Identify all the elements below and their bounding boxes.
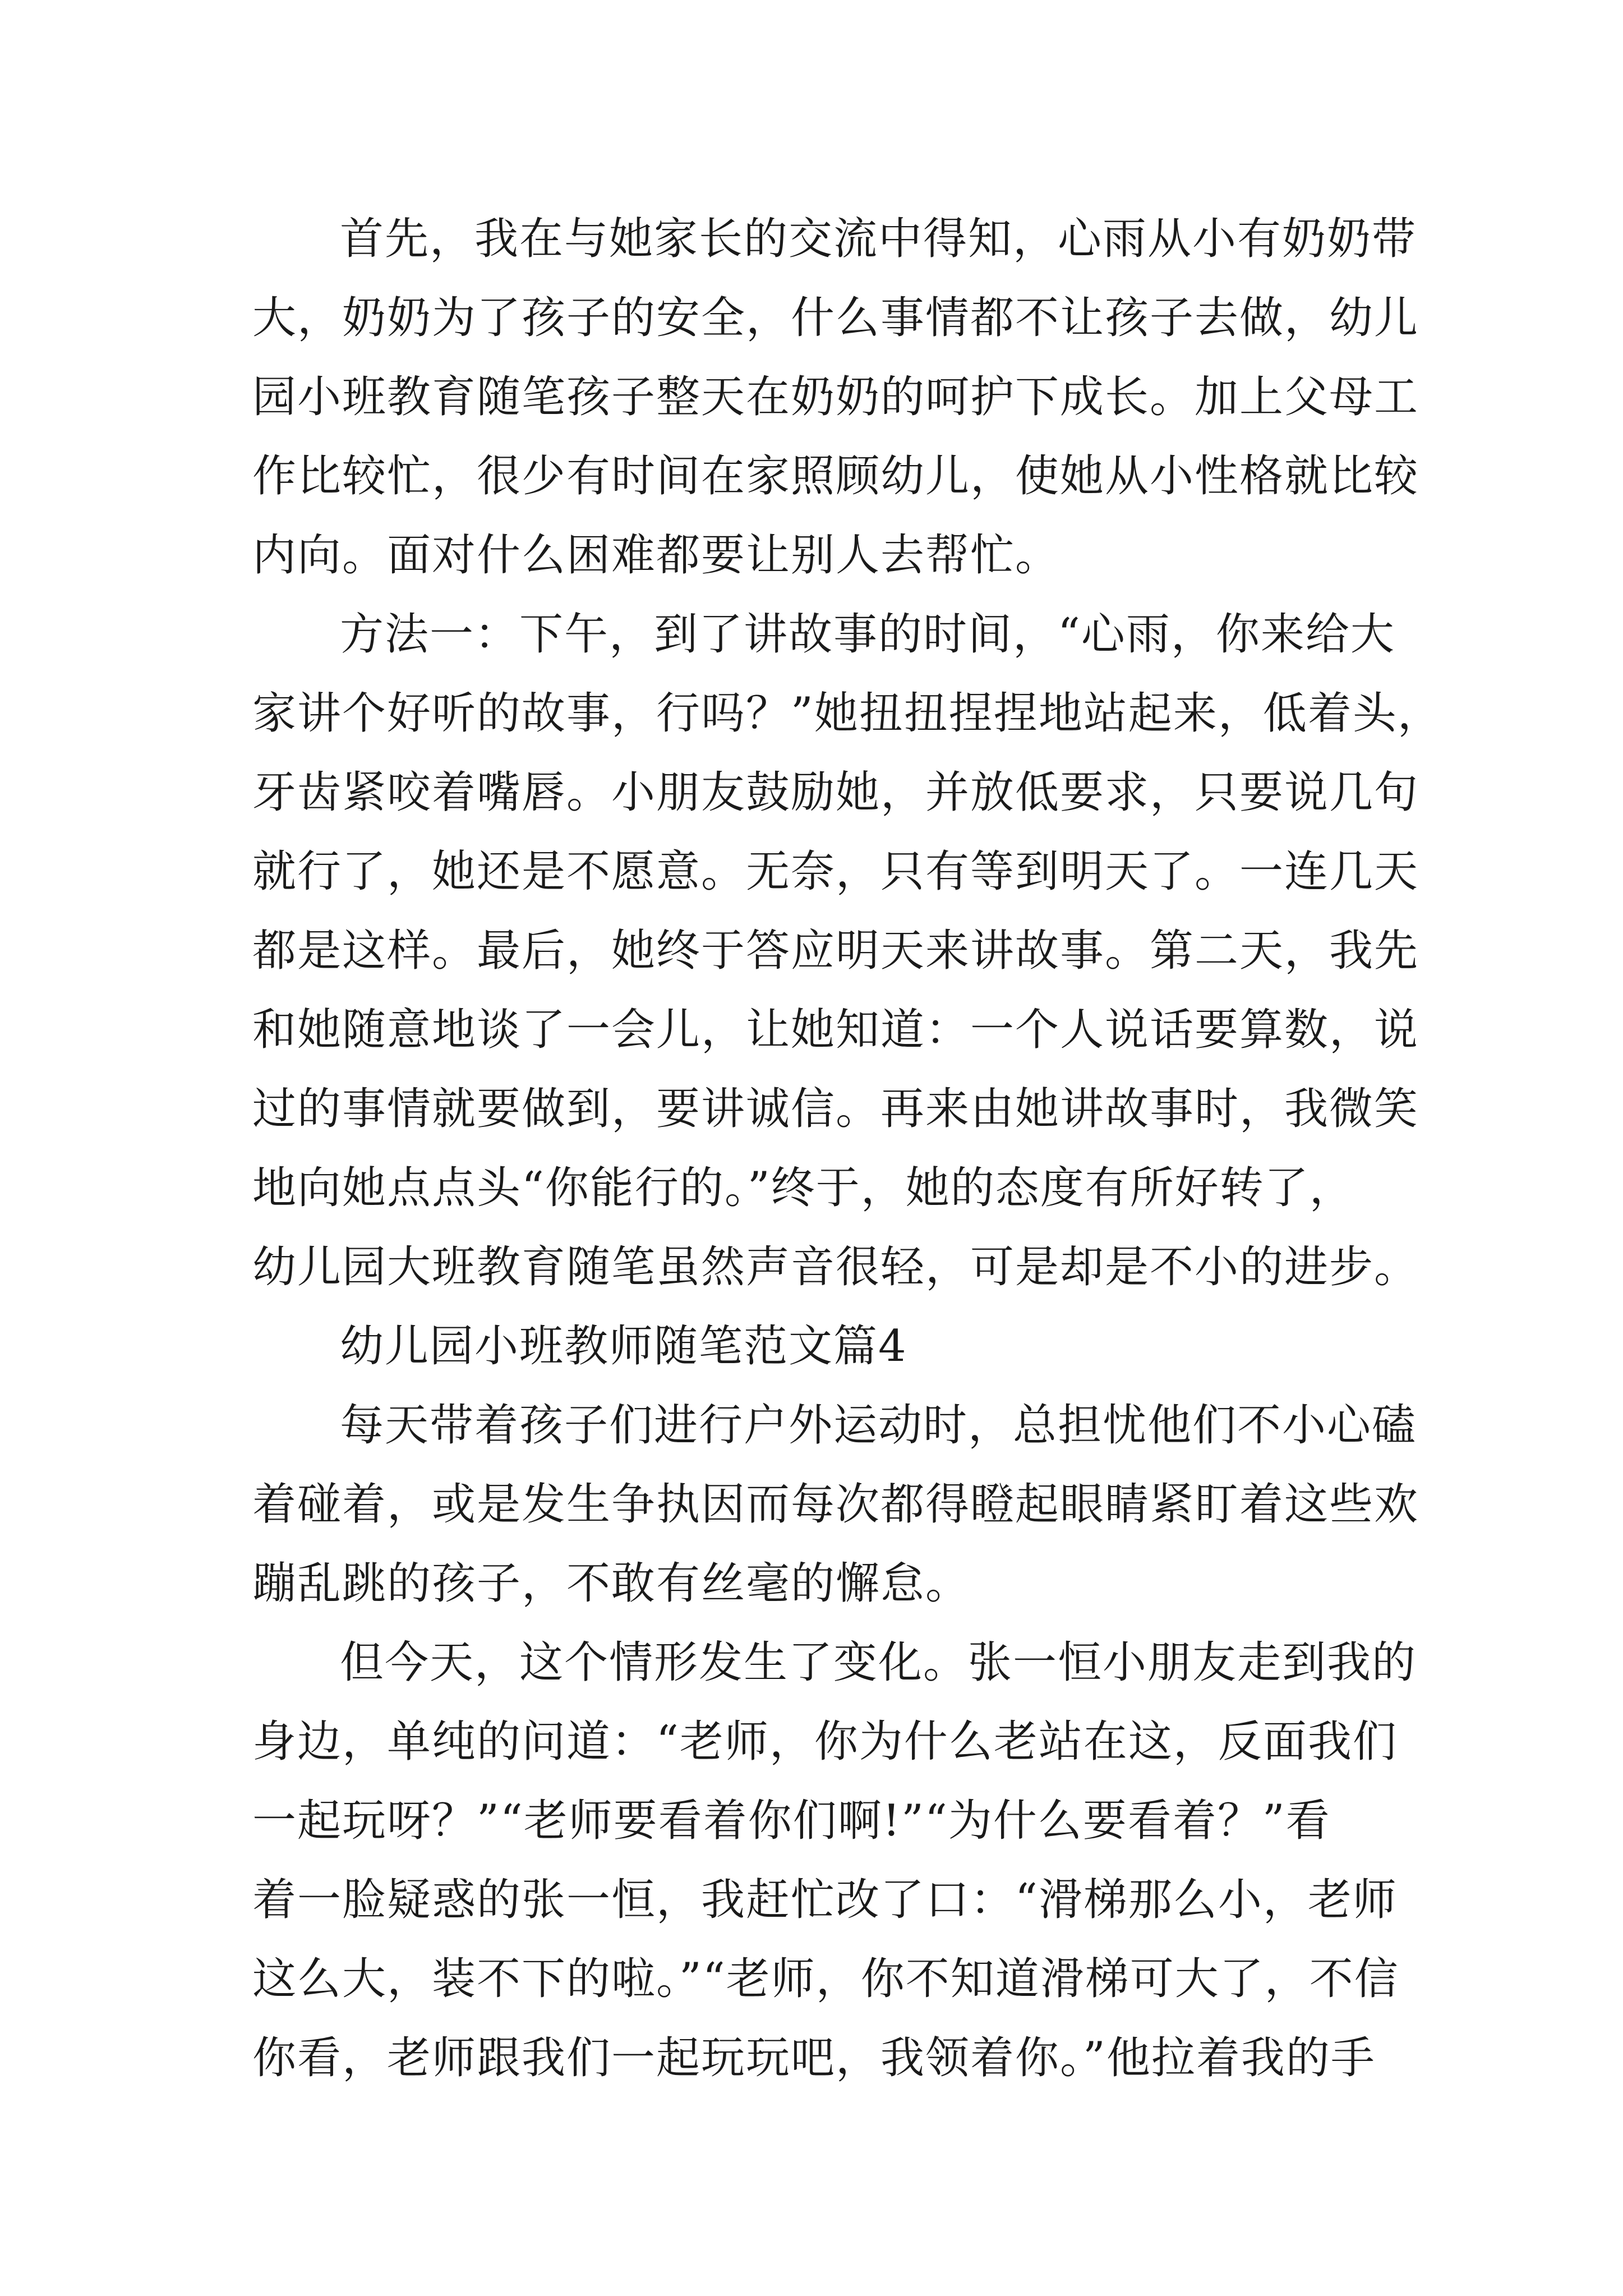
text-line: 蹦乱跳的孩子，不敢有丝毫的懈怠。 — [252, 1558, 971, 1609]
text-line: 和她随意地谈了一会儿，让她知道：一个人说话要算数，说 — [252, 1005, 1419, 1055]
text-line: 牙齿紧咬着嘴唇。小朋友鼓励她，并放低要求，只要说几句 — [252, 767, 1419, 818]
text-line: 大，奶奶为了孩子的安全，什么事情都不让孩子去做，幼儿 — [252, 293, 1419, 343]
text-line: 过的事情就要做到，要讲诚信。再来由她讲故事时，我微笑 — [252, 1084, 1419, 1134]
text-line: 幼儿园大班教育随笔虽然声音很轻，可是却是不小的进步。 — [252, 1242, 1419, 1292]
text-line: 都是这样。最后，她终于答应明天来讲故事。第二天，我先 — [252, 926, 1419, 976]
text-line: 幼儿园小班教师随笔范文篇4 — [340, 1321, 907, 1372]
text-line: 这么大，装不下的啦。”“老师，你不知道滑梯可大了，不信 — [252, 1954, 1399, 2004]
text-line: 首先，我在与她家长的交流中得知，心雨从小有奶奶带 — [340, 214, 1417, 264]
text-line: 一起玩呀？”“老师要看着你们啊!”“为什么要看着？”看 — [252, 1796, 1331, 1846]
text-line: 地向她点点头“你能行的。”终于，她的态度有所好转了， — [252, 1163, 1354, 1213]
text-line: 园小班教育随笔孩子整天在奶奶的呵护下成长。加上父母工 — [252, 372, 1419, 422]
text-line: 但今天，这个情形发生了变化。张一恒小朋友走到我的 — [340, 1637, 1417, 1688]
document-body — [252, 200, 1442, 2098]
text-line: 身边，单纯的问道：“老师，你为什么老站在这，反面我们 — [252, 1717, 1398, 1767]
text-line: 你看，老师跟我们一起玩玩吧，我领着你。”他拉着我的手 — [252, 2033, 1376, 2083]
text-line: 着碰着，或是发生争执因而每次都得瞪起眼睛紧盯着这些欢 — [252, 1479, 1419, 1530]
text-line: 内向。面对什么困难都要让别人去帮忙。 — [252, 530, 1061, 581]
text-line: 着一脸疑惑的张一恒，我赶忙改了口：“滑梯那么小，老师 — [252, 1875, 1398, 1925]
text-line: 就行了，她还是不愿意。无奈，只有等到明天了。一连几天 — [252, 846, 1419, 897]
text-line: 每天带着孩子们进行户外运动时，总担忧他们不小心磕 — [340, 1400, 1417, 1451]
text-line: 方法一：下午，到了讲故事的时间，“心雨，你来给大 — [340, 609, 1395, 660]
text-line: 作比较忙，很少有时间在家照顾幼儿，使她从小性格就比较 — [252, 451, 1419, 501]
text-line: 家讲个好听的故事，行吗？”她扭扭捏捏地站起来，低着头， — [252, 688, 1442, 739]
